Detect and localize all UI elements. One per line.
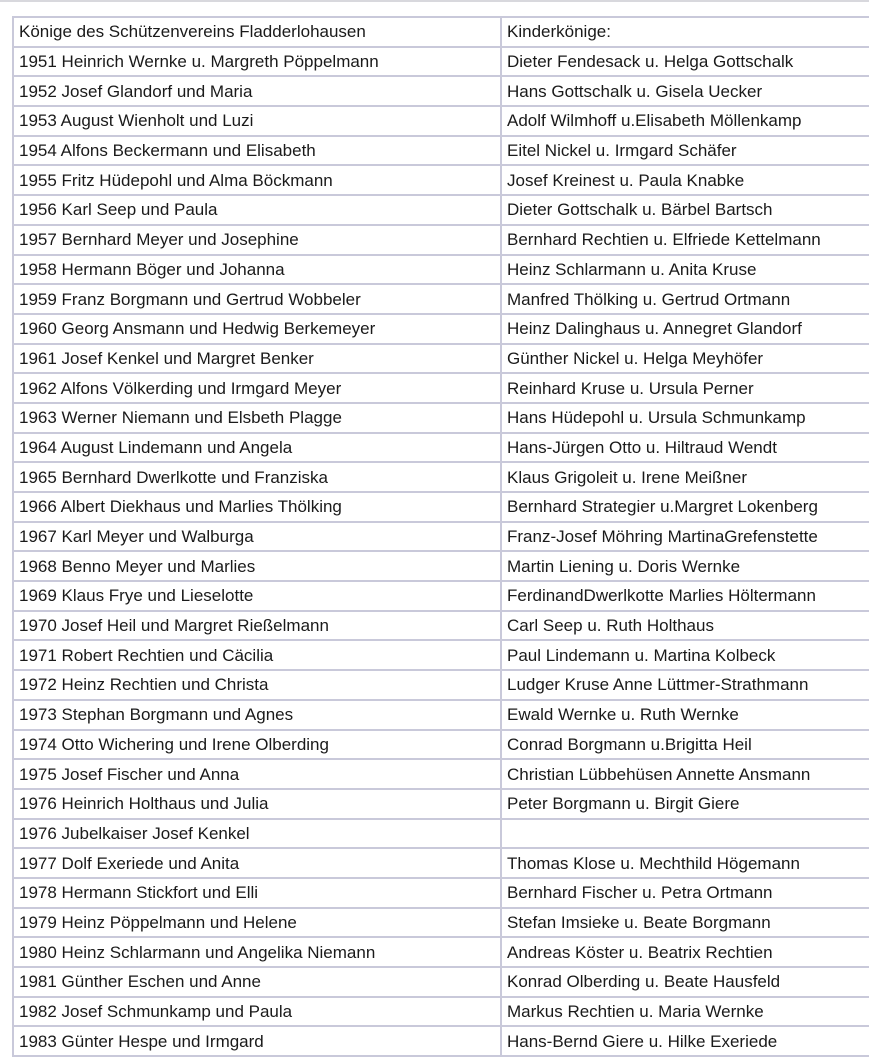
table-row xyxy=(13,106,869,136)
table-row xyxy=(13,492,869,522)
child-king-cell: Konrad Olberding u. Beate Hausfeld xyxy=(501,967,869,997)
table-row xyxy=(13,255,869,285)
child-king-cell: Christian Lübbehüsen Annette Ansmann xyxy=(501,759,869,789)
child-king-cell xyxy=(501,819,869,849)
king-couple-cell: 1974 Otto Wichering und Irene Olberding xyxy=(13,730,501,760)
table-row xyxy=(13,462,869,492)
table-row xyxy=(13,908,869,938)
king-couple-cell: 1970 Josef Heil und Margret Rießelmann xyxy=(13,611,501,641)
king-couple-cell: 1980 Heinz Schlarmann und Angelika Niemann xyxy=(13,937,501,967)
child-king-cell: Stefan Imsieke u. Beate Borgmann xyxy=(501,908,869,938)
king-couple-cell: 1952 Josef Glandorf und Maria xyxy=(13,76,501,106)
king-couple-cell: 1965 Bernhard Dwerlkotte und Franziska xyxy=(13,462,501,492)
table-row xyxy=(13,403,869,433)
child-king-cell: Markus Rechtien u. Maria Wernke xyxy=(501,997,869,1027)
header-kings: Könige des Schützenvereins Fladderlohausen xyxy=(13,17,501,47)
table-row xyxy=(13,789,869,819)
table-row xyxy=(13,611,869,641)
king-couple-cell: 1976 Jubelkaiser Josef Kenkel xyxy=(13,819,501,849)
child-king-cell: Conrad Borgmann u.Brigitta Heil xyxy=(501,730,869,760)
child-king-cell: Hans-Jürgen Otto u. Hiltraud Wendt xyxy=(501,433,869,463)
king-couple-cell: 1956 Karl Seep und Paula xyxy=(13,195,501,225)
table-row xyxy=(13,165,869,195)
child-king-cell: Adolf Wilmhoff u.Elisabeth Möllenkamp xyxy=(501,106,869,136)
king-couple-cell: 1963 Werner Niemann und Elsbeth Plagge xyxy=(13,403,501,433)
table-row xyxy=(13,1026,869,1056)
child-king-cell: Hans Hüdepohl u. Ursula Schmunkamp xyxy=(501,403,869,433)
king-couple-cell: 1978 Hermann Stickfort und Elli xyxy=(13,878,501,908)
table-row xyxy=(13,937,869,967)
table-row xyxy=(13,551,869,581)
king-couple-cell: 1973 Stephan Borgmann und Agnes xyxy=(13,700,501,730)
king-couple-cell: 1975 Josef Fischer und Anna xyxy=(13,759,501,789)
table-row xyxy=(13,373,869,403)
king-couple-cell: 1967 Karl Meyer und Walburga xyxy=(13,522,501,552)
table-row xyxy=(13,730,869,760)
child-king-cell: Bernhard Strategier u.Margret Lokenberg xyxy=(501,492,869,522)
king-couple-cell: 1961 Josef Kenkel und Margret Benker xyxy=(13,344,501,374)
king-couple-cell: 1966 Albert Diekhaus und Marlies Thölking xyxy=(13,492,501,522)
table-row xyxy=(13,522,869,552)
king-couple-cell: 1964 August Lindemann und Angela xyxy=(13,433,501,463)
king-couple-cell: 1957 Bernhard Meyer und Josephine xyxy=(13,225,501,255)
table-row xyxy=(13,314,869,344)
child-king-cell: Dieter Fendesack u. Helga Gottschalk xyxy=(501,47,869,77)
child-king-cell: Bernhard Fischer u. Petra Ortmann xyxy=(501,878,869,908)
king-couple-cell: 1971 Robert Rechtien und Cäcilia xyxy=(13,640,501,670)
child-king-cell: Manfred Thölking u. Gertrud Ortmann xyxy=(501,284,869,314)
table-row xyxy=(13,759,869,789)
table-row xyxy=(13,344,869,374)
king-couple-cell: 1954 Alfons Beckermann und Elisabeth xyxy=(13,136,501,166)
kings-table-body xyxy=(13,17,869,1056)
child-king-cell: Heinz Dalinghaus u. Annegret Glandorf xyxy=(501,314,869,344)
table-row xyxy=(13,967,869,997)
child-king-cell: Franz-Josef Möhring MartinaGrefenstette xyxy=(501,522,869,552)
table-row xyxy=(13,76,869,106)
king-couple-cell: 1969 Klaus Frye und Lieselotte xyxy=(13,581,501,611)
table-row xyxy=(13,433,869,463)
king-couple-cell: 1983 Günter Hespe und Irmgard xyxy=(13,1026,501,1056)
king-couple-cell: 1960 Georg Ansmann und Hedwig Berkemeyer xyxy=(13,314,501,344)
table-row xyxy=(13,640,869,670)
child-king-cell: Thomas Klose u. Mechthild Högemann xyxy=(501,848,869,878)
king-couple-cell: 1981 Günther Eschen und Anne xyxy=(13,967,501,997)
king-couple-cell: 1953 August Wienholt und Luzi xyxy=(13,106,501,136)
child-king-cell: Ewald Wernke u. Ruth Wernke xyxy=(501,700,869,730)
table-row xyxy=(13,700,869,730)
child-king-cell: Dieter Gottschalk u. Bärbel Bartsch xyxy=(501,195,869,225)
child-king-cell: Carl Seep u. Ruth Holthaus xyxy=(501,611,869,641)
king-couple-cell: 1982 Josef Schmunkamp und Paula xyxy=(13,997,501,1027)
table-row xyxy=(13,819,869,849)
table-row xyxy=(13,136,869,166)
table-row xyxy=(13,997,869,1027)
header-child-kings: Kinderkönige: xyxy=(501,17,869,47)
king-couple-cell: 1959 Franz Borgmann und Gertrud Wobbeler xyxy=(13,284,501,314)
king-couple-cell: 1962 Alfons Völkerding und Irmgard Meyer xyxy=(13,373,501,403)
child-king-cell: Paul Lindemann u. Martina Kolbeck xyxy=(501,640,869,670)
child-king-cell: Bernhard Rechtien u. Elfriede Kettelmann xyxy=(501,225,869,255)
table-row xyxy=(13,848,869,878)
child-king-cell: Andreas Köster u. Beatrix Rechtien xyxy=(501,937,869,967)
king-couple-cell: 1976 Heinrich Holthaus und Julia xyxy=(13,789,501,819)
child-king-cell: Eitel Nickel u. Irmgard Schäfer xyxy=(501,136,869,166)
king-couple-cell: 1972 Heinz Rechtien und Christa xyxy=(13,670,501,700)
king-couple-cell: 1958 Hermann Böger und Johanna xyxy=(13,255,501,285)
table-row xyxy=(13,284,869,314)
child-king-cell: Reinhard Kruse u. Ursula Perner xyxy=(501,373,869,403)
child-king-cell: Hans Gottschalk u. Gisela Uecker xyxy=(501,76,869,106)
child-king-cell: Hans-Bernd Giere u. Hilke Exeriede xyxy=(501,1026,869,1056)
child-king-cell: Ludger Kruse Anne Lüttmer-Strathmann xyxy=(501,670,869,700)
king-couple-cell: 1968 Benno Meyer und Marlies xyxy=(13,551,501,581)
table-row xyxy=(13,878,869,908)
table-row xyxy=(13,670,869,700)
child-king-cell: Josef Kreinest u. Paula Knabke xyxy=(501,165,869,195)
king-couple-cell: 1979 Heinz Pöppelmann und Helene xyxy=(13,908,501,938)
table-row xyxy=(13,195,869,225)
kings-table xyxy=(12,16,869,1057)
child-king-cell: Peter Borgmann u. Birgit Giere xyxy=(501,789,869,819)
top-divider xyxy=(0,0,869,2)
king-couple-cell: 1977 Dolf Exeriede und Anita xyxy=(13,848,501,878)
king-couple-cell: 1955 Fritz Hüdepohl und Alma Böckmann xyxy=(13,165,501,195)
table-row xyxy=(13,47,869,77)
child-king-cell: Günther Nickel u. Helga Meyhöfer xyxy=(501,344,869,374)
child-king-cell: Martin Liening u. Doris Wernke xyxy=(501,551,869,581)
king-couple-cell: 1951 Heinrich Wernke u. Margreth Pöppelmann xyxy=(13,47,501,77)
table-row xyxy=(13,225,869,255)
child-king-cell: FerdinandDwerlkotte Marlies Höltermann xyxy=(501,581,869,611)
child-king-cell: Klaus Grigoleit u. Irene Meißner xyxy=(501,462,869,492)
table-row xyxy=(13,581,869,611)
child-king-cell: Heinz Schlarmann u. Anita Kruse xyxy=(501,255,869,285)
table-header-row xyxy=(13,17,869,47)
